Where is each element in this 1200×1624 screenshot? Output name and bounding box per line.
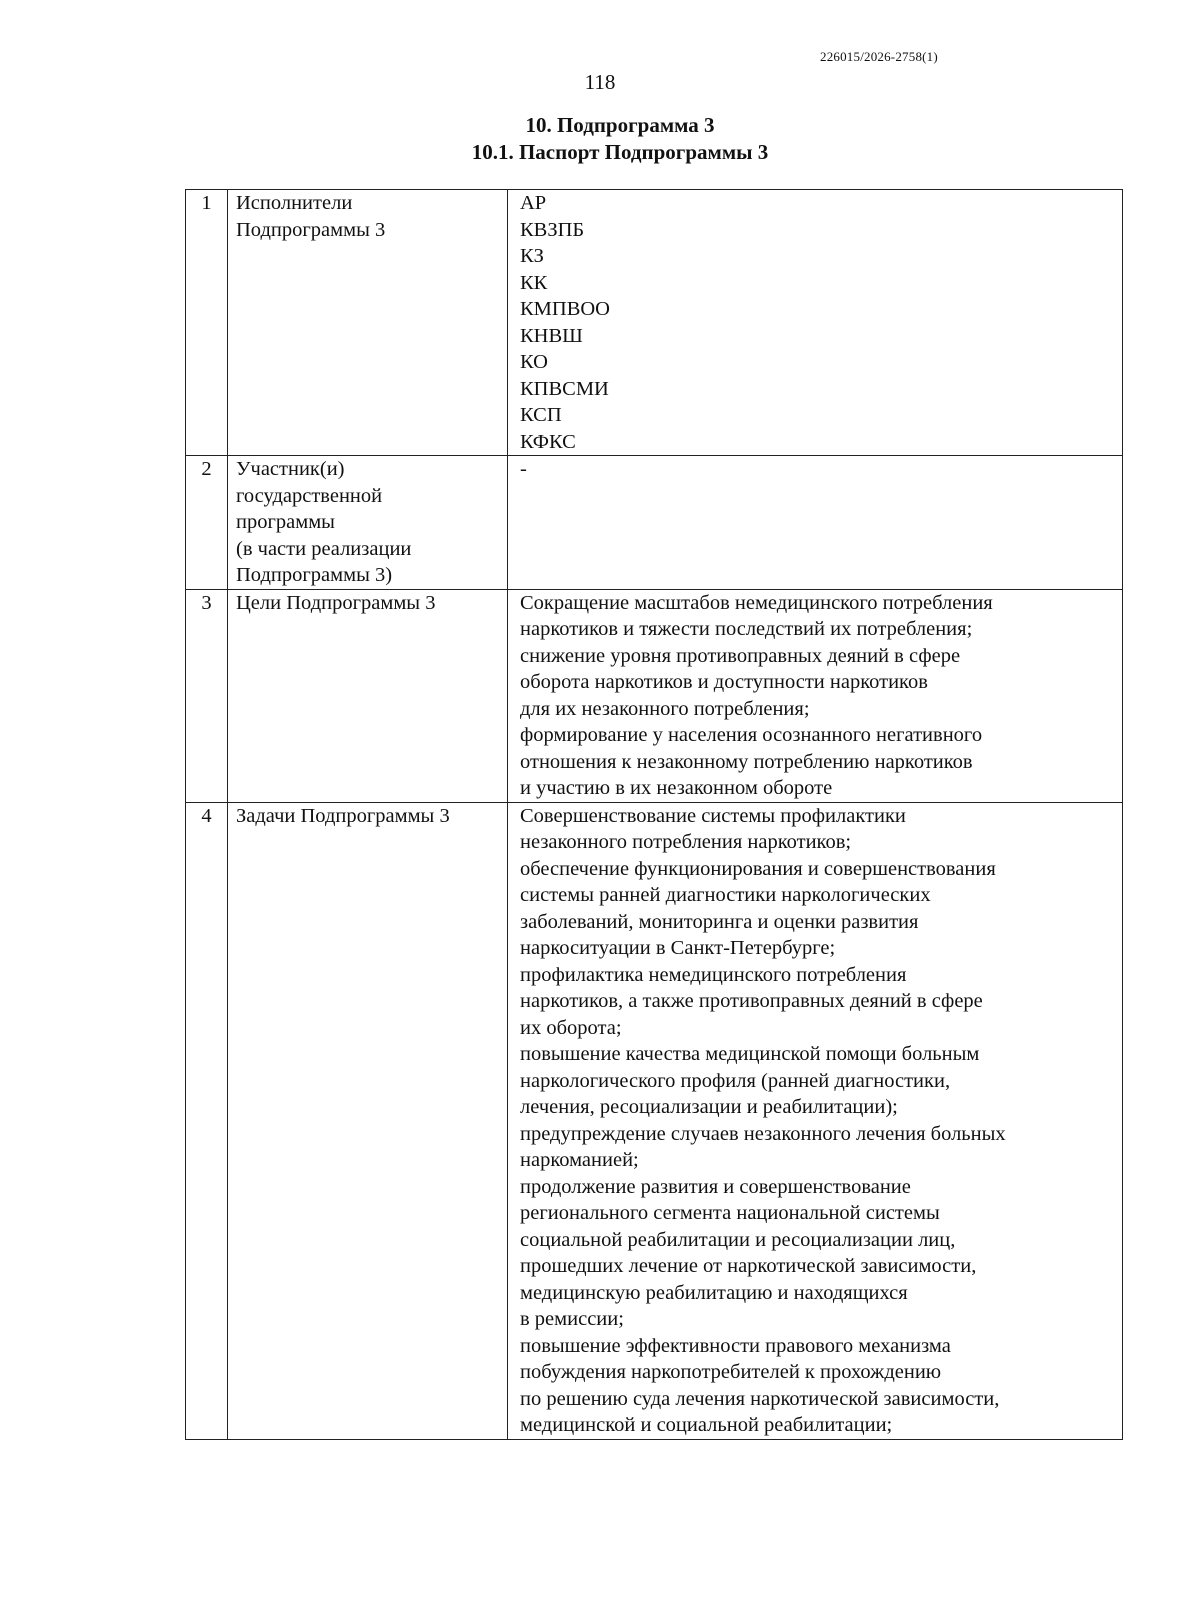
- row-value-line: регионального сегмента национальной системы: [520, 1202, 940, 1224]
- row-label-cell: [228, 190, 508, 456]
- row-number-cell: 1: [186, 190, 228, 456]
- row-value-line: снижение уровня противоправных деяний в сфере: [520, 644, 961, 667]
- row-value-line: предупреждение случаев незаконного лечения больных: [520, 1122, 1006, 1145]
- row-value-line: наркологического профиля (ранней диагностики,: [520, 1069, 951, 1092]
- row-value-line: по решению суда лечения наркотической зависимости,: [520, 1387, 1000, 1410]
- row-label-line: (в части реализации: [236, 537, 412, 560]
- section-title: 10. Подпрограмма 3: [525, 113, 715, 137]
- row-value-line: Совершенствование системы профилактики: [520, 804, 906, 827]
- row-value-line: оборота наркотиков и доступности наркотиков: [520, 671, 928, 693]
- row-value-line: КО: [520, 351, 548, 373]
- row-value-line: их оборота;: [520, 1016, 622, 1039]
- row-value-line: КМПВОО: [520, 298, 610, 320]
- row-value-line: КВЗПБ: [520, 218, 585, 241]
- row-number-cell: 4: [186, 802, 228, 1439]
- row-label-line: Подпрограммы 3): [236, 564, 393, 586]
- row-value-line: повышение качества медицинской помощи больным: [520, 1043, 980, 1065]
- row-label-line: Задачи Подпрограммы 3: [236, 804, 450, 827]
- row-value-line: медицинской и социальной реабилитации;: [520, 1414, 893, 1436]
- row-value-line: КК: [520, 271, 548, 294]
- row-value-line: наркотиков и тяжести последствий их потребления;: [520, 618, 973, 640]
- row-value-line: Сокращение масштабов немедицинского потребления: [520, 591, 993, 614]
- row-value-line: системы ранней диагностики наркологических: [520, 884, 931, 906]
- row-value-line: для их незаконного потребления;: [520, 697, 810, 720]
- row-label-line: Цели Подпрограммы 3: [236, 591, 436, 614]
- row-label-cell: [228, 456, 508, 590]
- table-row: [186, 456, 1123, 590]
- row-value-cell: [508, 589, 1123, 802]
- table-row: [186, 190, 1123, 456]
- row-value-line: повышение эффективности правового механизма: [520, 1334, 951, 1357]
- row-value-line: лечения, ресоциализации и реабилитации);: [520, 1096, 898, 1118]
- row-value-line: наркоситуации в Санкт-Петербурге;: [520, 937, 836, 959]
- subsection-title: 10.1. Паспорт Подпрограммы 3: [471, 140, 769, 164]
- row-value-line: заболеваний, мониторинга и оценки развития: [520, 910, 919, 933]
- row-value-line: отношения к незаконному потреблению наркотиков: [520, 750, 973, 773]
- row-value-line: КСП: [520, 404, 562, 426]
- row-number-cell: 2: [186, 456, 228, 590]
- row-value-line: КЗ: [520, 245, 544, 267]
- row-value-line: продолжение развития и совершенствование: [520, 1175, 911, 1198]
- row-label-line: Исполнители: [236, 192, 353, 214]
- row-value-cell: [508, 802, 1123, 1439]
- row-value-line: -: [520, 458, 527, 480]
- row-number-cell: 3: [186, 589, 228, 802]
- row-value-line: КФКС: [520, 430, 576, 453]
- page-number: 118: [584, 70, 616, 94]
- row-label-line: государственной: [236, 484, 383, 507]
- row-value-cell: [508, 456, 1123, 590]
- row-value-line: наркоманией;: [520, 1149, 639, 1171]
- row-value-line: формирование у населения осознанного негативного: [520, 724, 983, 746]
- passport-table-body: [186, 190, 1123, 1440]
- table-row: [186, 589, 1123, 802]
- row-value-cell: [508, 190, 1123, 456]
- row-value-line: профилактика немедицинского потребления: [520, 963, 907, 986]
- passport-table: [185, 189, 1123, 1440]
- row-label-line: программы: [236, 511, 335, 533]
- row-label-line: Участник(и): [236, 458, 345, 480]
- row-value-line: в ремиссии;: [520, 1308, 624, 1330]
- row-value-line: медицинскую реабилитацию и находящихся: [520, 1281, 908, 1304]
- row-value-line: КПВСМИ: [520, 377, 609, 400]
- row-label-line: Подпрограммы 3: [236, 218, 386, 241]
- row-value-line: и участию в их незаконном обороте: [520, 777, 833, 799]
- row-value-line: побуждения наркопотребителей к прохождению: [520, 1361, 942, 1383]
- row-value-line: АР: [520, 192, 547, 214]
- row-value-line: КНВШ: [520, 324, 583, 347]
- row-label-cell: [228, 589, 508, 802]
- row-value-line: наркотиков, а также противоправных деяний в сфере: [520, 990, 983, 1012]
- document-id: 226015/2026-2758(1): [820, 49, 938, 64]
- row-value-line: прошедших лечение от наркотической зависимости,: [520, 1255, 977, 1277]
- row-value-line: обеспечение функционирования и совершенствования: [520, 857, 996, 880]
- table-row: [186, 802, 1123, 1439]
- row-value-line: социальной реабилитации и ресоциализации лиц,: [520, 1228, 956, 1251]
- row-label-cell: [228, 802, 508, 1439]
- row-value-line: незаконного потребления наркотиков;: [520, 831, 852, 853]
